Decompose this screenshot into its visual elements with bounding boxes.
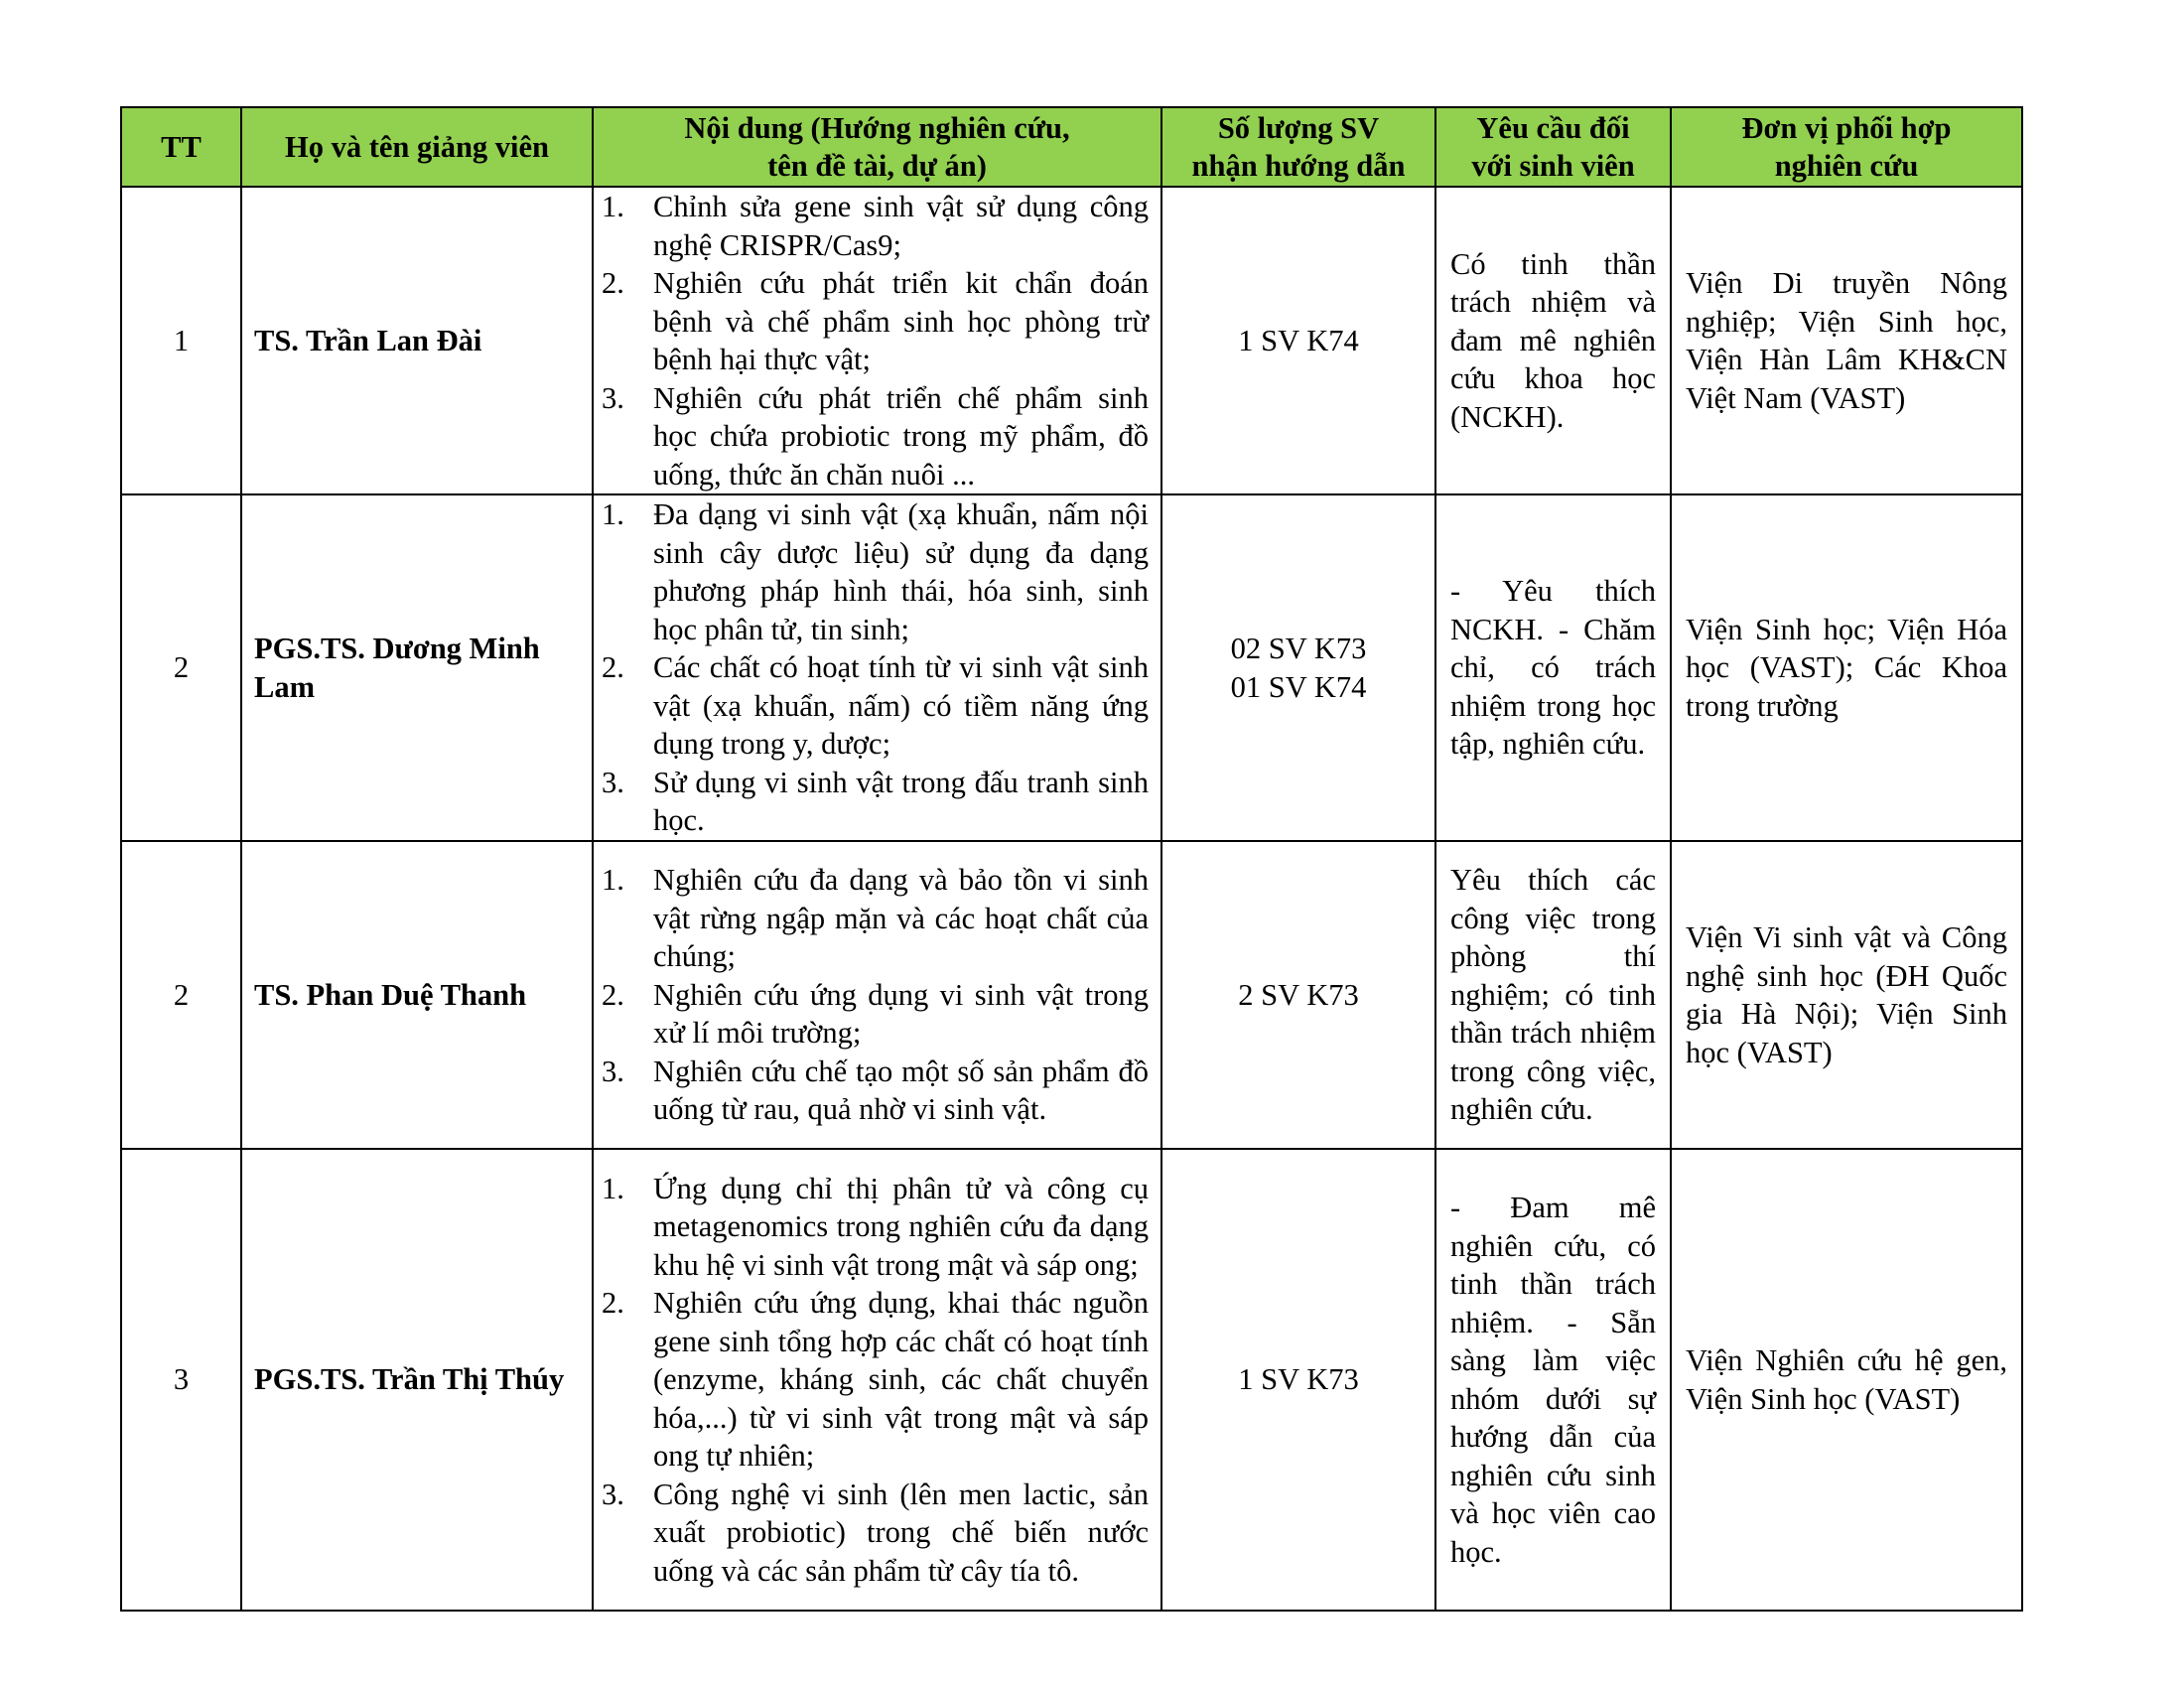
header-content-line-2: tên đề tài, dự án) (767, 149, 987, 183)
topic-item (602, 861, 1149, 976)
partner-unit: Viện Nghiên cứu hệ gen, Viện Sinh học (VAST) (1671, 1149, 2022, 1611)
lecturer-name: PGS.TS. Trần Thị Thúy (241, 1149, 593, 1611)
header-student-requirements (1435, 107, 1671, 187)
header-req-line-2: với sinh viên (1471, 149, 1635, 183)
topic-item (602, 495, 1149, 648)
lecturer-name: TS. Phan Duệ Thanh (241, 841, 593, 1149)
partner-unit: Viện Di truyền Nông nghiệp; Viện Sinh học, Viện Hàn Lâm KH&CN Việt Nam (VAST) (1671, 187, 2022, 494)
table-row (121, 494, 2022, 841)
topic-text: Nghiên cứu phát triển kit chẩn đoán bệnh và chế phẩm sinh học phòng trừ bệnh hại thực vật; (653, 266, 1149, 376)
student-count-line: 2 SV K73 (1238, 977, 1359, 1012)
topic-number: 1. (602, 1171, 624, 1205)
topic-list (602, 1170, 1149, 1591)
header-unit-line-1: Đơn vị phối hợp (1741, 110, 1952, 145)
topic-item (602, 648, 1149, 764)
topic-number: 3. (602, 1054, 624, 1088)
topic-text: Các chất có hoạt tính từ vi sinh vật sinh vật (xạ khuẩn, nấm) có tiềm năng ứng dụng trong y, dược; (653, 650, 1149, 762)
topic-list (602, 495, 1149, 840)
topic-text: Ứng dụng chỉ thị phân tử và công cụ metagenomics trong nghiên cứu đa dạng khu hệ vi sinh vật trong mật và sáp ong; (653, 1171, 1149, 1282)
topic-item (602, 379, 1149, 494)
table-row (121, 187, 2022, 494)
topic-item (602, 1476, 1149, 1591)
topic-number: 2. (602, 1286, 624, 1321)
topic-item (602, 1284, 1149, 1476)
research-topics (593, 494, 1161, 841)
table-row (121, 1149, 2022, 1611)
supervisor-table (120, 106, 2023, 1612)
topic-item (602, 1170, 1149, 1285)
header-count-line-1: Số lượng SV (1217, 110, 1380, 145)
topic-number: 3. (602, 765, 624, 799)
student-count-line: 02 SV K73 (1230, 632, 1367, 665)
topic-number: 1. (602, 863, 624, 898)
header-row (121, 107, 2022, 187)
row-tt: 1 (121, 187, 241, 494)
partner-unit: Viện Sinh học; Viện Hóa học (VAST); Các Khoa trong trường (1671, 494, 2022, 841)
row-tt: 3 (121, 1149, 241, 1611)
topic-item (602, 188, 1149, 264)
header-count-line-2: nhận hướng dẫn (1191, 149, 1406, 183)
header-student-count (1161, 107, 1435, 187)
topic-text: Đa dạng vi sinh vật (xạ khuẩn, nấm nội sinh cây dược liệu) sử dụng đa dạng phương pháp hình thái, hóa sinh, sinh học phân tử, tin sinh; (653, 497, 1149, 646)
topic-text: Nghiên cứu đa dạng và bảo tồn vi sinh vật rừng ngập mặn và các hoạt chất của chúng; (653, 863, 1149, 974)
student-count (1161, 1149, 1435, 1611)
topic-text: Nghiên cứu ứng dụng vi sinh vật trong xử lí môi trường; (653, 977, 1149, 1051)
header-lecturer-name: Họ và tên giảng viên (241, 107, 593, 187)
header-unit-line-2: nghiên cứu (1774, 149, 1919, 183)
header-req-line-1: Yêu cầu đối (1476, 110, 1630, 145)
header-content-line-1: Nội dung (Hướng nghiên cứu, (684, 110, 1070, 145)
row-tt: 2 (121, 841, 241, 1149)
student-requirement: - Yêu thích NCKH. - Chăm chỉ, có trách nhiệm trong học tập, nghiên cứu. (1435, 494, 1671, 841)
student-requirement: Yêu thích các công việc trong phòng thí nghiệm; có tinh thần trách nhiệm trong công việc, nghiên cứu. (1435, 841, 1671, 1149)
student-count (1161, 494, 1435, 841)
partner-unit: Viện Vi sinh vật và Công nghệ sinh học (ĐH Quốc gia Hà Nội); Viện Sinh học (VAST) (1671, 841, 2022, 1149)
topic-item (602, 764, 1149, 840)
topic-number: 1. (602, 497, 624, 532)
header-tt: TT (121, 107, 241, 187)
topic-number: 2. (602, 266, 624, 300)
topic-item (602, 976, 1149, 1053)
topic-item (602, 264, 1149, 379)
student-count-line: 1 SV K74 (1238, 323, 1359, 357)
topic-number: 3. (602, 380, 624, 415)
student-count-line: 01 SV K74 (1230, 669, 1367, 704)
research-topics (593, 1149, 1161, 1611)
topic-list (602, 188, 1149, 493)
research-topics (593, 841, 1161, 1149)
student-count (1161, 187, 1435, 494)
student-requirement: - Đam mê nghiên cứu, có tinh thần trách nhiệm. - Sẵn sàng làm việc nhóm dưới sự hướng dẫn của nghiên cứu sinh và học viên cao học. (1435, 1149, 1671, 1611)
student-requirement: Có tinh thần trách nhiệm và đam mê nghiên cứu khoa học (NCKH). (1435, 187, 1671, 494)
header-partner-unit (1671, 107, 2022, 187)
topic-text: Công nghệ vi sinh (lên men lactic, sản xuất probiotic) trong chế biến nước uống và các sản phẩm từ cây tía tô. (653, 1477, 1149, 1588)
topic-list (602, 861, 1149, 1129)
topic-text: Nghiên cứu phát triển chế phẩm sinh học chứa probiotic trong mỹ phẩm, đồ uống, thức ăn chăn nuôi ... (653, 380, 1149, 492)
topic-text: Nghiên cứu ứng dụng, khai thác nguồn gene sinh tổng hợp các chất có hoạt tính (enzyme, kháng sinh, các chất chuyển hóa,...) từ vi sinh vật trong mật và sáp ong tự nhiên; (653, 1286, 1149, 1474)
topic-number: 1. (602, 190, 624, 223)
topic-text: Nghiên cứu chế tạo một số sản phẩm đồ uống từ rau, quả nhờ vi sinh vật. (653, 1054, 1149, 1127)
student-count (1161, 841, 1435, 1149)
topic-text: Chỉnh sửa gene sinh vật sử dụng công nghệ CRISPR/Cas9; (653, 190, 1149, 262)
lecturer-name: PGS.TS. Dương Minh Lam (241, 494, 593, 841)
topic-number: 3. (602, 1477, 624, 1511)
research-topics (593, 187, 1161, 494)
table-row (121, 841, 2022, 1149)
topic-number: 2. (602, 977, 624, 1012)
topic-text: Sử dụng vi sinh vật trong đấu tranh sinh học. (653, 765, 1149, 838)
student-count-line: 1 SV K73 (1238, 1362, 1359, 1397)
topic-number: 2. (602, 650, 624, 685)
header-content (593, 107, 1161, 187)
row-tt: 2 (121, 494, 241, 841)
lecturer-name: TS. Trần Lan Đài (241, 187, 593, 494)
topic-item (602, 1053, 1149, 1129)
